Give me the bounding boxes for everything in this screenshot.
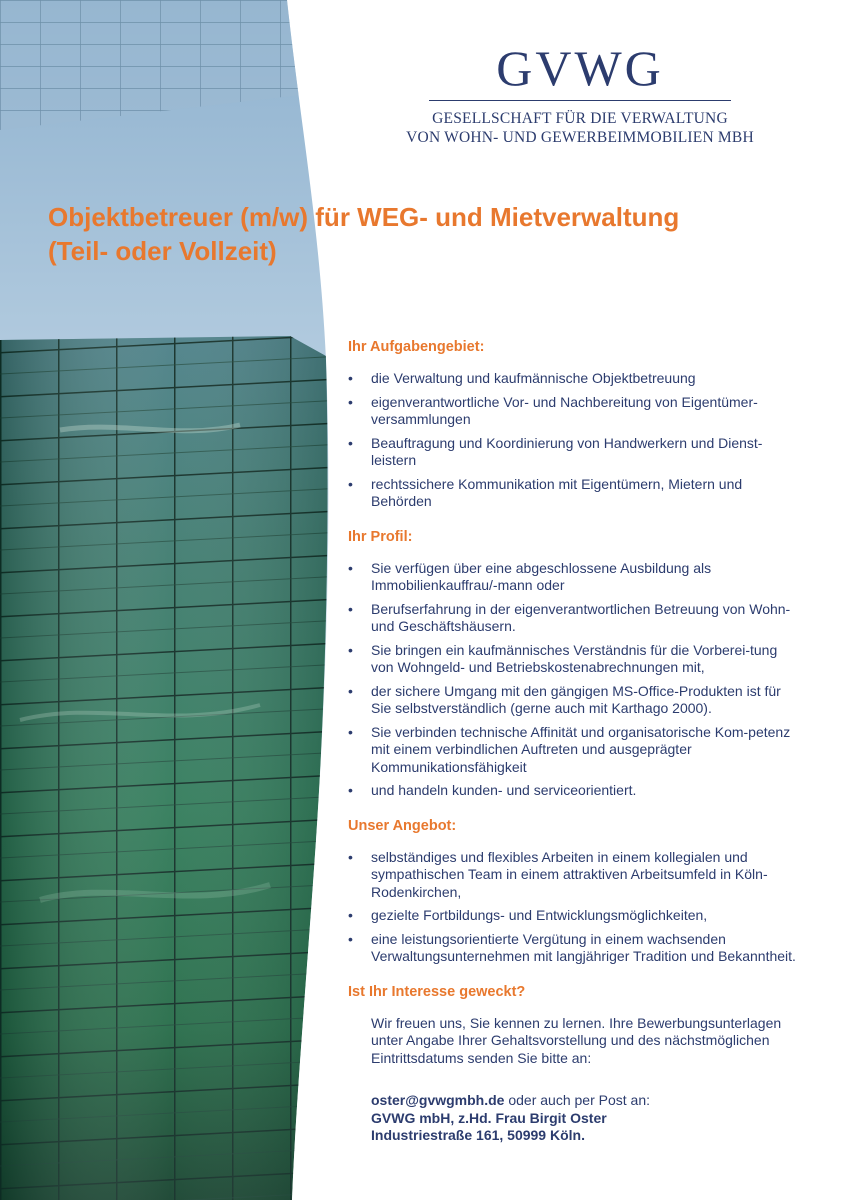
- bullet-icon: •: [348, 682, 353, 699]
- list-item: [348, 849, 798, 902]
- aufgaben-list: [348, 370, 798, 511]
- bullet-icon: •: [348, 600, 353, 617]
- list-item: [348, 907, 798, 925]
- bullet-icon: •: [348, 370, 353, 386]
- list-item-text: Beauftragung und Koordinierung von Handwerkern und Dienst-leistern: [371, 434, 763, 468]
- profil-list: [348, 560, 798, 800]
- list-item-text: rechtssichere Kommunikation mit Eigentümern, Mietern und Behörden: [371, 475, 743, 509]
- list-item-text: eine leistungsorientierte Vergütung in einem wachsenden Verwaltungsunternehmen mit langjähriger Tradition und Bekanntheit.: [371, 930, 796, 964]
- list-item: [348, 370, 798, 388]
- list-item: [348, 724, 798, 777]
- company-logo-block: [400, 40, 760, 147]
- contact-email-line: [371, 1092, 798, 1110]
- list-item: [348, 601, 798, 636]
- company-logo: GVWG: [496, 40, 664, 96]
- list-item: [348, 782, 798, 800]
- list-item: [348, 560, 798, 595]
- job-title-line1: Objektbetreuer (m/w) für WEG- und Mietverwaltung: [48, 202, 680, 232]
- section-heading-angebot: Unser Angebot:: [348, 817, 457, 834]
- list-item-text: selbständiges und flexibles Arbeiten in einem kollegialen und sympathischen Team in einem attraktiven Arbeitsumfeld in Köln-Rodenkirchen,: [371, 848, 768, 900]
- bullet-icon: •: [348, 434, 353, 451]
- list-item-text: Sie verfügen über eine abgeschlossene Ausbildung als Immobilienkauffrau/-mann oder: [371, 559, 712, 593]
- contact-address: Industriestraße 161, 50999 Köln.: [371, 1127, 585, 1143]
- list-item: [348, 476, 798, 511]
- list-item-text: die Verwaltung und kaufmännische Objektbetreuung: [371, 370, 696, 386]
- section-heading-aufgaben: Ihr Aufgabengebiet:: [348, 339, 485, 355]
- list-item: [348, 683, 798, 718]
- bullet-icon: •: [348, 641, 353, 658]
- job-title: [48, 200, 838, 268]
- bullet-icon: •: [348, 930, 353, 947]
- job-title-line2: (Teil- oder Vollzeit): [48, 236, 277, 266]
- application-text: Wir freuen uns, Sie kennen zu lernen. Ihre Bewerbungsunterlagen unter Angabe Ihrer Gehaltsvorstellung und des nächstmöglichen Eintrittsdatums senden Sie bitte an:: [371, 1014, 782, 1066]
- bullet-icon: •: [348, 475, 353, 492]
- company-subtitle-line1: GESELLSCHAFT FÜR DIE VERWALTUNG: [432, 110, 728, 127]
- list-item-text: eigenverantwortliche Vor- und Nachbereitung von Eigentümer-versammlungen: [371, 393, 758, 427]
- list-item-text: Sie bringen ein kaufmännisches Verständnis für die Vorberei-tung von Wohngeld- und Betriebskostenabrechnungen mit,: [371, 641, 778, 675]
- list-item-text: Sie verbinden technische Affinität und organisatorische Kom-petenz mit einem verbindlichen Auftreten und ausgeprägter Kommunikationsfähigkeit: [371, 723, 791, 775]
- contact-email-link[interactable]: oster@gvwgmbh.de: [371, 1092, 505, 1108]
- list-item: [348, 931, 798, 966]
- list-item-text: Berufserfahrung in der eigenverantwortlichen Betreuung von Wohn- und Geschäftshäusern.: [371, 600, 791, 634]
- logo-divider: [429, 100, 731, 101]
- application-info: [348, 1015, 798, 1145]
- list-item: [348, 642, 798, 677]
- bullet-icon: •: [348, 907, 353, 923]
- list-item-text: der sichere Umgang mit den gängigen MS-Office-Produkten ist für Sie selbstverständlich (gerne auch mit Karthago 2000).: [371, 682, 781, 716]
- bullet-icon: •: [348, 782, 353, 798]
- list-item-text: und handeln kunden- und serviceorientiert.: [371, 782, 637, 798]
- list-item-text: gezielte Fortbildungs- und Entwicklungsmöglichkeiten,: [371, 907, 708, 923]
- job-description: [348, 338, 798, 1145]
- section-heading-interesse: Ist Ihr Interesse geweckt?: [348, 983, 526, 1000]
- bullet-icon: •: [348, 559, 353, 576]
- contact-block: [371, 1092, 798, 1145]
- list-item: [348, 435, 798, 470]
- contact-email-suffix: oder auch per Post an:: [504, 1092, 650, 1108]
- section-heading-profil: Ihr Profil:: [348, 528, 413, 545]
- bullet-icon: •: [348, 848, 353, 865]
- bullet-icon: •: [348, 723, 353, 740]
- list-item: [348, 394, 798, 429]
- company-subtitle-line2: VON WOHN- UND GEWERBEIMMOBILIEN MBH: [406, 129, 754, 146]
- angebot-list: [348, 849, 798, 966]
- contact-name: GVWG mbH, z.Hd. Frau Birgit Oster: [371, 1109, 607, 1126]
- bullet-icon: •: [348, 393, 353, 410]
